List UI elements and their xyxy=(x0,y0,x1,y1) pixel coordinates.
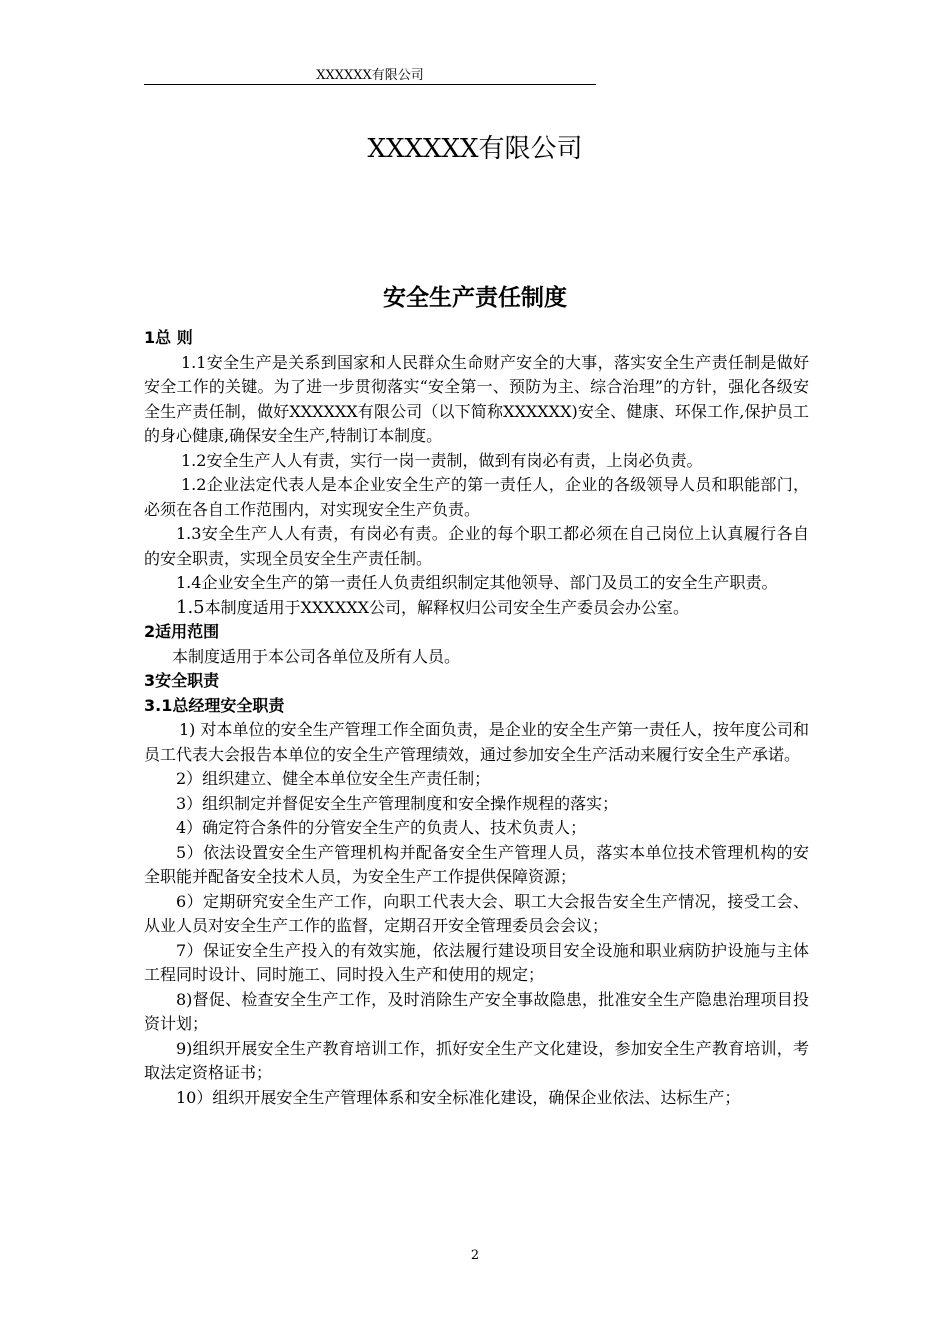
paragraph-1-5-number: 1.5 xyxy=(176,596,205,618)
paragraph-1-5 xyxy=(144,596,809,621)
section-1-heading: 1总 则 xyxy=(144,328,193,347)
page-number: 2 xyxy=(470,1248,480,1263)
section-3-heading: 3安全职责 xyxy=(144,671,220,690)
section-2-heading: 2适用范围 xyxy=(144,622,220,641)
list-item: 6）定期研究安全生产工作，向职工代表大会、职工大会报告安全生产情况，接受工会、从业人员对安全生产工作的监督，定期召开安全管理委员会会议； xyxy=(144,891,809,935)
running-header: XXXXXX有限公司 xyxy=(316,68,424,83)
document-title: 安全生产责任制度 xyxy=(383,285,567,311)
paragraph-2: 本制度适用于本公司各单位及所有人员。 xyxy=(172,646,461,666)
company-title: XXXXXX有限公司 xyxy=(367,134,583,164)
list-item: 3）组织制定并督促安全生产管理制度和安全操作规程的落实； xyxy=(176,793,619,813)
paragraph-1-1: 1.1安全生产是关系到国家和人民群众生命财产安全的大事，落实安全生产责任制是做好安全工作的关键。为了进一步贯彻落实“安全第一、预防为主、综合治理”的方针，强化各级安全生产责任制，做好XXXXXX有限公司（以下简称XXXXXX)安全、健康、环保工作,保护员工的身心健康,确保安全生产,特制订本制度。 xyxy=(144,352,809,445)
section-3-1-heading: 3.1总经理安全职责 xyxy=(144,695,285,715)
list-item: 7）保证安全生产投入的有效实施，依法履行建设项目安全设施和职业病防护设施与主体工程同时设计、同时施工、同时投入生产和使用的规定； xyxy=(144,940,809,984)
list-item: 5）依法设置安全生产管理机构并配备安全生产管理人员，落实本单位技术管理机构的安全职能并配备安全技术人员，为安全生产工作提供保障资源； xyxy=(144,842,809,886)
list-item: 10）组织开展安全生产管理体系和安全标准化建设，确保企业依法、达标生产； xyxy=(176,1087,741,1107)
paragraph-1-5-text: 本制度适用于XXXXXX公司，解释权归公司安全生产委员会办公室。 xyxy=(204,597,689,617)
paragraph-1-3: 1.3安全生产人人有责，有岗必有责。企业的每个职工都必须在自己岗位上认真履行各自的安全职责，实现全员安全生产责任制。 xyxy=(144,524,809,568)
paragraph-1-2a: 1.2安全生产人人有责，实行一岗一责制，做到有岗必有责，上岗必负责。 xyxy=(181,450,703,470)
header-rule xyxy=(144,84,596,85)
paragraph-1-4: 1.4企业安全生产的第一责任人负责组织制定其他领导、部门及员工的安全生产职责。 xyxy=(176,573,778,592)
list-item: 2）组织建立、健全本单位安全生产责任制； xyxy=(176,769,491,788)
list-item: 4）确定符合条件的分管安全生产的负责人、技术负责人； xyxy=(176,818,587,837)
list-item: 8)督促、检查安全生产工作，及时消除生产安全事故隐患，批准安全生产隐患治理项目投资计划； xyxy=(144,989,809,1033)
list-item: 9)组织开展安全生产教育培训工作，抓好安全生产文化建设，参加安全生产教育培训，考取法定资格证书； xyxy=(144,1038,809,1082)
paragraph-1-2b: 1.2企业法定代表人是本企业安全生产的第一责任人，企业的各级领导人员和职能部门，必须在各自工作范围内，对实现安全生产负责。 xyxy=(144,475,809,519)
list-item: 1) 对本单位的安全生产管理工作全面负责，是企业的安全生产第一责任人，按年度公司和员工代表大会报告本单位的安全生产管理绩效，通过参加安全生产活动来履行安全生产承诺。 xyxy=(144,720,809,764)
document-body xyxy=(144,326,809,1110)
